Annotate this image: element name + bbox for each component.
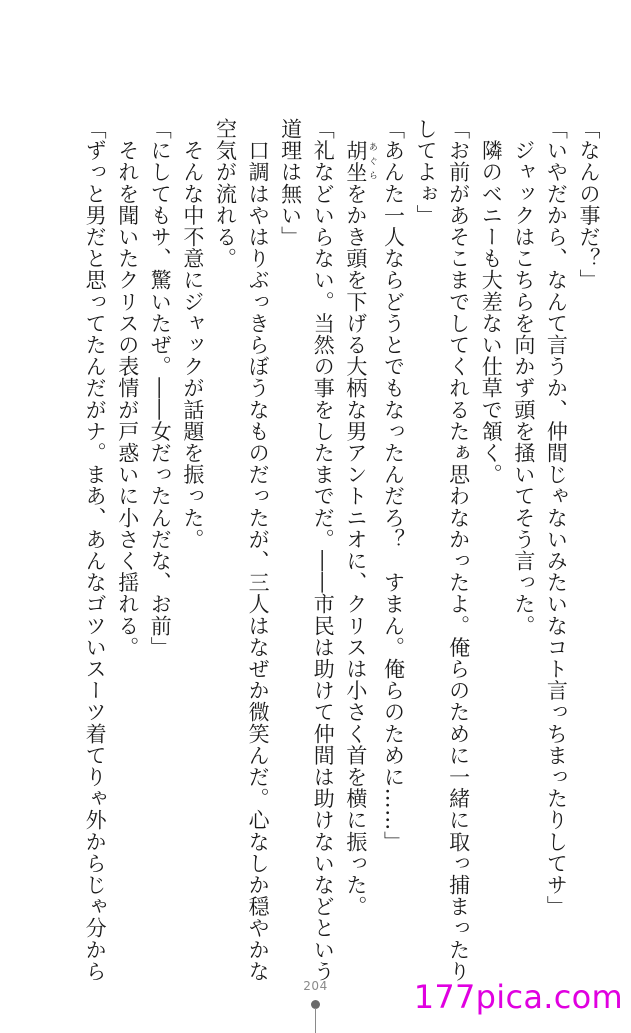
watermark-logo: 177pica.com [413, 978, 623, 1016]
ruby-reading: あぐら [366, 139, 377, 183]
text-line: 「あんた一人ならどうとでもなったんだろ？ すまん。俺らのために……」 [381, 118, 406, 853]
text-line: 口調はやはりぶっきらぼうなものだったが、三人はなぜか微笑んだ。心なしか穏やかな [246, 118, 271, 982]
text-line [339, 118, 377, 948]
vertical-text-body [79, 118, 606, 982]
text-line: 「なんの事だ？」 [577, 118, 601, 291]
text-line-content: 胡坐 あぐらをかき頭を下げる大柄な男アントニオに、クリスは小さく首を横に振った。 [343, 139, 377, 918]
text-line: 「ずっと男だと思ってたんだがナ。まあ、あんなゴツいスーツ着てりゃ外からじゃ分から [83, 118, 108, 982]
text-line: 道理は無い」 [278, 118, 303, 248]
text-line: ジャックはこちらを向かず頭を掻いてそう言った。 [511, 118, 536, 637]
text-line: 空気が流れる。 [213, 118, 238, 270]
ruby-annotation: 胡坐 あぐら [343, 139, 377, 183]
text-line: 「にしてもサ、驚いたぜ。――女だったんだな、お前」 [148, 118, 173, 658]
page-marker-line [315, 1008, 316, 1033]
text-line: そんな中不意にジャックが話題を振った。 [180, 118, 205, 550]
text-line: 「いやだから、なんて言うか、仲間じゃないみたいなコト言っちまったりしてサ」 [544, 118, 569, 918]
text-line: 「お前があそこまでしてくれるたぁ思わなかったよ。俺らのために一緒に取っ捕まったり [446, 118, 471, 982]
text-line: してよぉ」 [414, 118, 439, 226]
page-number: 204 [303, 979, 328, 993]
text-line: それを聞いたクリスの表情が戸惑いに小さく揺れる。 [115, 118, 140, 658]
text-line: 「礼などいらない。当然の事をしたまでだ。――市民は助けて仲間は助けないなどという [311, 118, 336, 982]
text-line: 隣のベニーも大差ない仕草で頷く。 [479, 118, 504, 486]
